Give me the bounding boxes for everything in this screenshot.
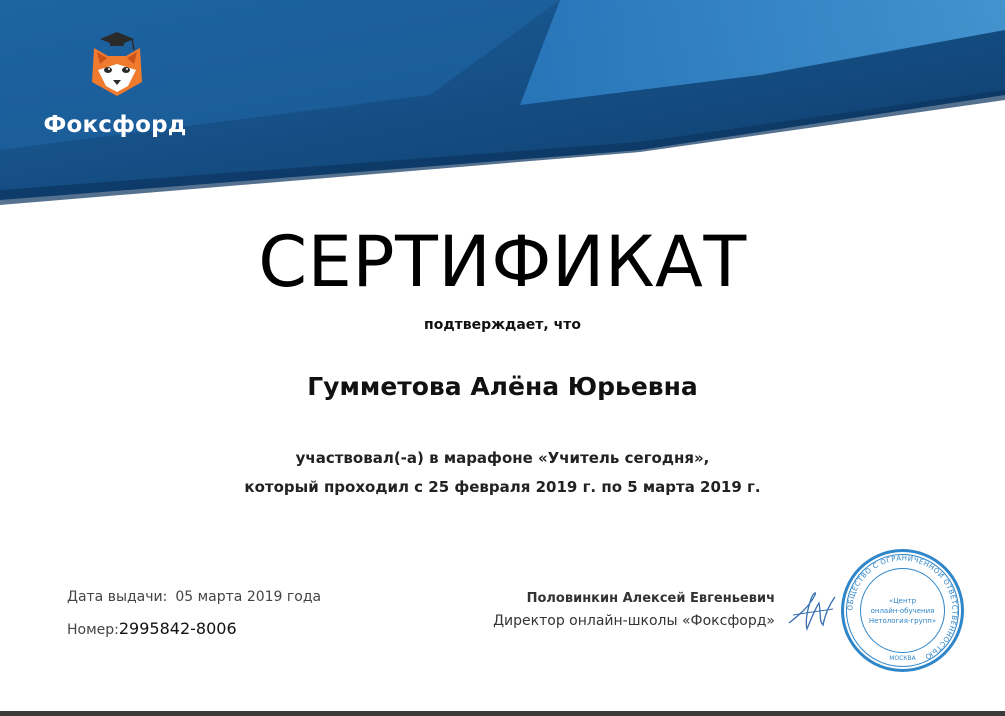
signer-name: Половинкин Алексей Евгеньевич <box>526 591 775 606</box>
stamp-city: МОСКВА <box>889 655 916 662</box>
official-stamp <box>840 548 965 673</box>
certificate-number-value: 2995842-8006 <box>118 619 237 638</box>
signature <box>785 585 840 635</box>
stamp-center-line-1: «Центр <box>888 597 917 605</box>
certificate-number-row <box>67 619 237 638</box>
issue-date-row <box>67 589 321 605</box>
confirms-text: подтверждает, что <box>424 317 581 333</box>
brand-logo <box>40 30 190 145</box>
certificate-number-label: Номер: <box>67 622 119 638</box>
fox-logo-icon <box>88 30 146 100</box>
stamp-center-line-2: онлайн-обучения <box>870 607 935 615</box>
certificate-description <box>0 444 1005 502</box>
bottom-border <box>0 711 1005 716</box>
description-line-2: который проходил с 25 февраля 2019 г. по 5 марта 2019 г. <box>244 478 761 496</box>
recipient-name: Гумметова Алёна Юрьевна <box>307 372 698 401</box>
brand-name: Фоксфорд <box>43 112 187 138</box>
stamp-center-line-3: Нетология-групп» <box>868 617 937 625</box>
signer-role: Директор онлайн-школы «Фоксфорд» <box>493 613 775 629</box>
issue-date-label: Дата выдачи: <box>67 589 168 605</box>
certificate-title: СЕРТИФИКАТ <box>258 221 747 303</box>
issue-date-value: 05 марта 2019 года <box>175 589 322 605</box>
description-line-1: участвовал(-а) в марафоне «Учитель сегодня», <box>295 449 710 467</box>
stamp-outer-text: ОБЩЕСТВО С ОГРАНИЧЕННОЙ ОТВЕТСТВЕННОСТЬЮ <box>846 554 959 661</box>
